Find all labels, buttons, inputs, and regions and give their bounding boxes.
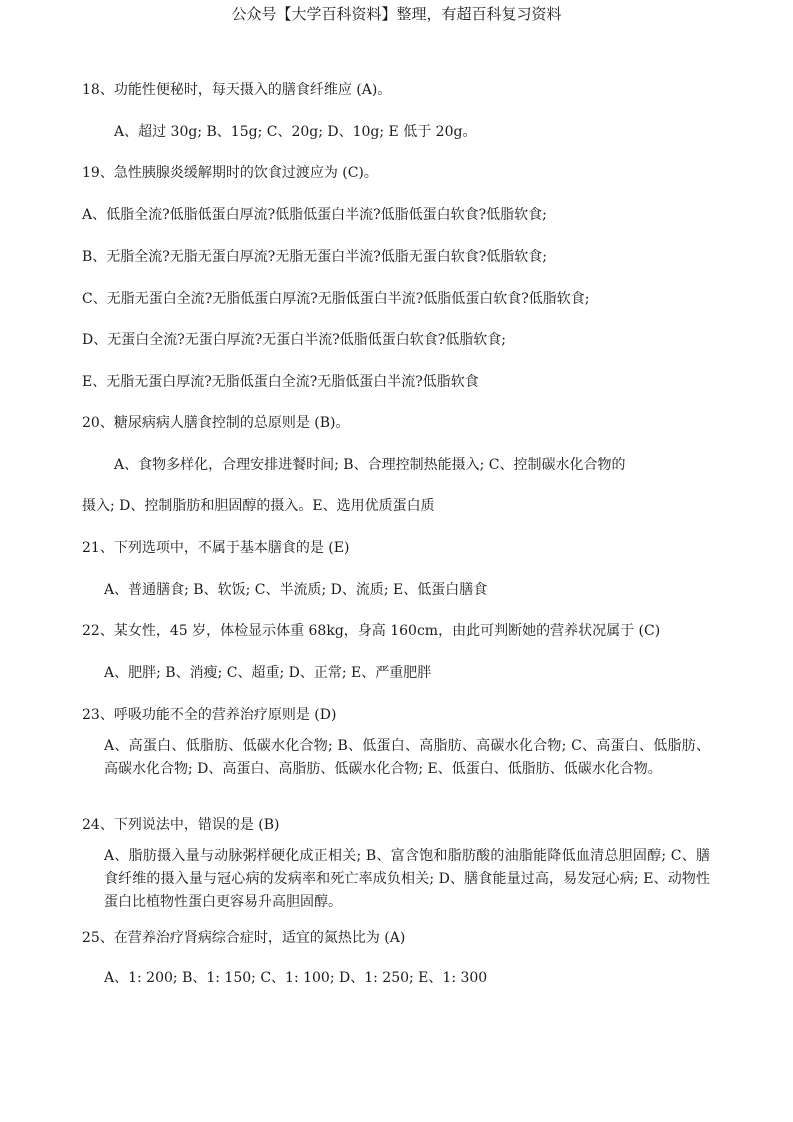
question-25: 25、在营养治疗肾病综合症时，适宜的氮热比为 (A) <box>82 930 406 946</box>
question-22: 22、某女性，45 岁，体检显示体重 68kg，身高 160cm，由此可判断她的营养状况属于 (C) <box>82 623 661 639</box>
question-19-option-e: E、无脂无蛋白厚流?无脂低蛋白全流?无脂低蛋白半流?低脂软食 <box>82 374 479 390</box>
question-20-options-line2: 摄入; D、控制脂肪和胆固醇的摄入。E、选用优质蛋白质 <box>82 498 435 514</box>
question-22-options: A、肥胖; B、消瘦; C、超重; D、正常; E、严重肥胖 <box>104 665 432 681</box>
question-19: 19、急性胰腺炎缓解期时的饮食过渡应为 (C)。 <box>82 165 378 181</box>
question-19-option-c: C、无脂无蛋白全流?无脂低蛋白厚流?无脂低蛋白半流?低脂低蛋白软食?低脂软食; <box>82 291 590 307</box>
question-18: 18、功能性便秘时，每天摄入的膳食纤维应 (A)。 <box>82 82 392 98</box>
question-19-option-d: D、无蛋白全流?无蛋白厚流?无蛋白半流?低脂低蛋白软食?低脂软食; <box>82 332 506 348</box>
question-23-options: A、高蛋白、低脂肪、低碳水化合物; B、低蛋白、高脂肪、高碳水化合物; C、高蛋白、低脂肪、高碳水化合物; D、高蛋白、高脂肪、低碳水化合物; E、低蛋白、低脂肪、低碳水化合物。 <box>104 738 710 777</box>
question-21: 21、下列选项中，不属于基本膳食的是 (E) <box>82 540 350 556</box>
question-19-option-a: A、低脂全流?低脂低蛋白厚流?低脂低蛋白半流?低脂低蛋白软食?低脂软食; <box>82 207 547 223</box>
question-24-options: A、脂肪摄入量与动脉粥样硬化成正相关; B、富含饱和脂肪酸的油脂能降低血清总胆固醇; C、膳食纤维的摄入量与冠心病的发病率和死亡率成负相关; D、膳食能量过高，易发冠心病; E、动物性蛋白比植物性蛋白更容易升高胆固醇。 <box>104 848 710 910</box>
question-21-options: A、普通膳食; B、软饭; C、半流质; D、流质; E、低蛋白膳食 <box>104 582 488 598</box>
question-20-options-line1: A、食物多样化，合理安排进餐时间; B、合理控制热能摄入; C、控制碳水化合物的 <box>114 457 626 473</box>
question-24: 24、下列说法中，错误的是 (B) <box>82 817 280 833</box>
question-25-options: A、1: 200; B、1: 150; C、1: 100; D、1: 250; E、1: 300 <box>104 970 488 986</box>
question-18-options: A、超过 30g; B、15g; C、20g; D、10g; E 低于 20g。 <box>114 124 477 140</box>
question-20: 20、糖尿病病人膳食控制的总原则是 (B)。 <box>82 415 350 431</box>
question-19-option-b: B、无脂全流?无脂无蛋白厚流?无脂无蛋白半流?低脂无蛋白软食?低脂软食; <box>82 249 548 265</box>
question-23: 23、呼吸功能不全的营养治疗原则是 (D) <box>82 707 337 723</box>
page-header: 公众号【大学百科资料】整理，有超百科复习资料 <box>231 5 562 23</box>
